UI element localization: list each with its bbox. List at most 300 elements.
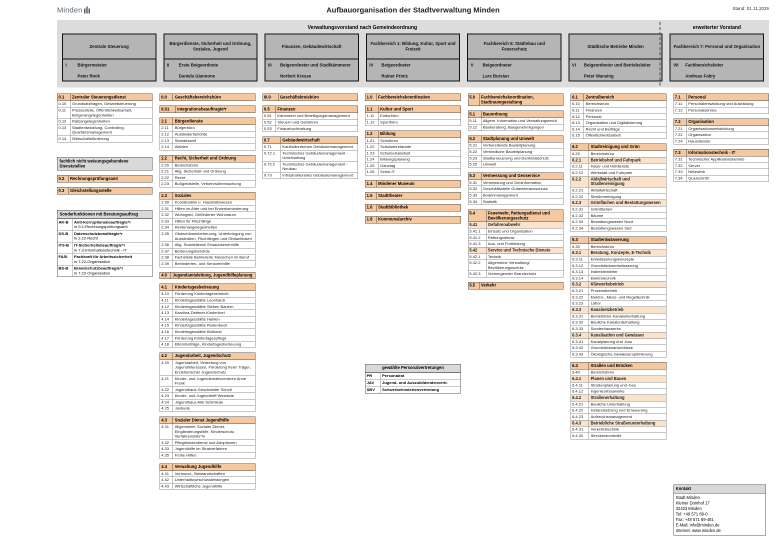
org-unit-number: 4.14 bbox=[160, 316, 173, 322]
executive-role-name bbox=[584, 63, 651, 79]
org-unit-row bbox=[571, 351, 667, 357]
org-column bbox=[57, 94, 153, 282]
org-unit-number: 7.32 bbox=[674, 163, 687, 169]
executive-name: Peter Wansing bbox=[583, 73, 614, 79]
org-unit-label: Technik bbox=[487, 254, 502, 259]
org-section-header bbox=[160, 417, 256, 424]
org-unit-number: 7.21 bbox=[674, 126, 687, 132]
org-unit-row bbox=[571, 226, 667, 232]
org-unit-number: 7.22 bbox=[674, 132, 687, 138]
org-unit-label: Jugendhaus Geschwister Scholl bbox=[174, 387, 232, 392]
org-section-header bbox=[468, 282, 564, 289]
org-unit-label: Betriebshof und Fuhrpark bbox=[590, 157, 641, 163]
org-unit-list bbox=[468, 143, 564, 168]
org-section-title: Stadttheater bbox=[378, 192, 403, 198]
org-unit-label: Personalservice bbox=[688, 108, 717, 113]
org-unit-number: 6.4.2 bbox=[571, 395, 589, 401]
org-unit-row bbox=[673, 108, 769, 114]
org-section-number: 7.2 bbox=[674, 119, 687, 125]
executive-body bbox=[671, 60, 763, 81]
org-unit-row bbox=[160, 342, 256, 348]
legend-box bbox=[365, 364, 461, 393]
org-unit-label: Kindertagesstätte Bölhorst bbox=[174, 329, 222, 334]
org-section bbox=[468, 210, 564, 278]
org-unit-number: 6.2.2 bbox=[571, 176, 589, 187]
org-unit-label: Bäume bbox=[590, 213, 604, 218]
org-unit-label: Wohngeld, Geförderter Wohnraum bbox=[174, 212, 236, 218]
org-unit-number: 4.22 bbox=[160, 387, 173, 393]
org-unit-number: 5.12 bbox=[468, 124, 481, 130]
org-unit-number: 4.24 bbox=[160, 399, 173, 405]
org-unit-label: Querschnitt bbox=[688, 176, 709, 181]
executive-numeral: III bbox=[268, 62, 272, 68]
executive-body bbox=[468, 60, 560, 81]
org-section-header bbox=[365, 192, 461, 199]
org-section-number: 1.8 bbox=[366, 216, 377, 222]
org-unit-list bbox=[160, 424, 256, 459]
org-unit-label: Unterhaltsvorschussleistungen bbox=[174, 477, 230, 483]
special-function-label: Anti-Korruptionsbeauftragte*r bbox=[74, 219, 131, 225]
special-function-label: Datenschutzbeauftragte*r bbox=[74, 231, 123, 236]
org-unit-list bbox=[160, 199, 256, 267]
org-unit-list bbox=[160, 291, 256, 348]
org-unit-list bbox=[160, 360, 256, 412]
org-unit-number: 0.51 bbox=[263, 113, 276, 119]
executive-department: Fachbereich 7: Personal und Organisation bbox=[671, 35, 763, 60]
executive-role: Beigeordneter bbox=[482, 62, 512, 68]
org-section-number: 1.1 bbox=[366, 106, 379, 112]
org-unit-row bbox=[571, 433, 667, 439]
org-unit-row bbox=[673, 176, 769, 182]
org-unit-number: 2.35 bbox=[160, 231, 173, 242]
org-unit-row bbox=[57, 136, 153, 142]
org-unit-label: Schulsozialarbeit bbox=[380, 150, 411, 156]
org-unit-list bbox=[571, 370, 667, 440]
org-unit-label: Wirtschaftliche Jugendhilfe bbox=[174, 483, 223, 489]
org-section-header bbox=[160, 106, 256, 113]
org-unit-number: 2.21 bbox=[160, 169, 173, 175]
executive-box bbox=[265, 34, 359, 82]
org-unit-list bbox=[468, 180, 564, 205]
org-unit-label: Geschäftsstelle Gutachterausschuss bbox=[482, 186, 548, 192]
org-unit-label: Klärwerksbetrieb bbox=[590, 282, 624, 287]
org-unit-label: Kindertagesstätte Leonhardi bbox=[174, 298, 225, 303]
special-function-note: in 7.22-Organisation bbox=[74, 271, 111, 276]
legend-row bbox=[366, 386, 461, 393]
org-unit-row bbox=[262, 173, 358, 179]
org-section bbox=[365, 94, 461, 101]
org-section bbox=[468, 111, 564, 131]
org-unit-number: 2.20 bbox=[160, 162, 173, 168]
org-section-title: Stadtplanung und Umwelt bbox=[482, 136, 535, 142]
org-unit-label: Technisches Gebäudemanagement - Unterhaltung bbox=[282, 150, 348, 161]
org-section-title: Stadtentwässerung bbox=[590, 237, 629, 243]
org-unit-label: Finanzen bbox=[585, 108, 603, 113]
org-unit-number: 5.41.3 bbox=[468, 241, 486, 247]
org-section bbox=[673, 94, 769, 114]
special-function-label: Brandschutzbeauftragte*r bbox=[74, 266, 124, 271]
org-unit-row bbox=[571, 133, 667, 139]
org-unit-label: Allg. Sicherheit und Ordnung bbox=[174, 169, 226, 174]
executive-band bbox=[57, 20, 769, 88]
org-section-title: Rechnungsprüfungsamt bbox=[70, 175, 118, 181]
org-unit-label: Abfallwirtschaft bbox=[590, 188, 618, 193]
org-section bbox=[468, 135, 564, 168]
org-section-header bbox=[57, 94, 153, 101]
org-unit-label: Kämmerei und Beteiligungsmanagement bbox=[277, 113, 350, 119]
executive-role-name bbox=[483, 63, 512, 79]
org-section-title: Fachbereichskoordination bbox=[378, 94, 431, 100]
special-function-note: in 7.3-Informationstechnik - IT bbox=[74, 247, 127, 253]
org-unit-row bbox=[57, 125, 153, 136]
org-unit-list bbox=[365, 113, 461, 126]
org-unit-list bbox=[673, 157, 769, 182]
org-unit-label: Aus- und Fortbildung bbox=[487, 241, 525, 247]
org-unit-row bbox=[468, 162, 564, 168]
org-unit-label: Rettungsdienst bbox=[487, 235, 515, 240]
org-section bbox=[468, 282, 564, 289]
org-unit-label: Vormund-, Beistandschaften bbox=[174, 471, 225, 476]
org-section-header bbox=[57, 175, 153, 182]
org-column bbox=[673, 94, 769, 540]
org-section bbox=[365, 180, 461, 187]
org-unit-row bbox=[160, 424, 256, 440]
executive-numeral: VI bbox=[571, 62, 576, 68]
org-unit-number: 7.31 bbox=[674, 157, 687, 163]
org-section bbox=[673, 118, 769, 144]
org-unit-number: 6.40 bbox=[571, 370, 589, 376]
org-section-header bbox=[160, 94, 256, 101]
org-unit-number: 6.4.32 bbox=[571, 433, 589, 439]
executive-department: Finanzen, Gebäudewirtschaft bbox=[266, 35, 358, 60]
org-unit-label: Wahlen bbox=[174, 144, 189, 150]
org-unit-row bbox=[160, 144, 256, 150]
org-unit-label: Straßenerhaltung bbox=[590, 395, 625, 400]
org-unit-label: Kindertagesstätte Sieben Bauern bbox=[174, 304, 234, 309]
org-unit-row bbox=[160, 261, 256, 267]
org-unit-number: 6.3.4 bbox=[571, 332, 589, 338]
org-section-header bbox=[673, 149, 769, 156]
org-unit-label: Sonderbauwerke bbox=[590, 326, 621, 332]
org-unit-list bbox=[160, 471, 256, 490]
org-section-number: 0.7 bbox=[263, 137, 281, 143]
contact-line: Fax: +49 571 89-481 bbox=[675, 517, 714, 522]
org-section-number: 4.0 bbox=[160, 272, 171, 278]
org-unit-number: 6.14 bbox=[571, 126, 584, 132]
org-unit-number: 1.12 bbox=[366, 119, 379, 125]
org-unit-number: 0.52 bbox=[263, 119, 276, 125]
org-unit-label: Straßenreinigung bbox=[590, 194, 622, 199]
org-section-title: Recht, Sicherheit und Ordnung bbox=[174, 155, 237, 161]
org-section-header bbox=[468, 135, 564, 142]
org-unit-label: Grünflächen bbox=[590, 207, 613, 212]
org-unit-number: 4.42 bbox=[160, 477, 173, 483]
org-unit-number: 5.23 bbox=[468, 155, 481, 161]
special-function-note: in 7.22-Organisation bbox=[74, 259, 111, 264]
legend-code: JAV bbox=[366, 380, 381, 386]
executive-numeral: VII bbox=[673, 62, 679, 68]
org-unit-number: 0.72.1 bbox=[263, 150, 281, 161]
org-unit-number: 6.2.31 bbox=[571, 207, 589, 213]
org-section-title: Jugendarbeit, Jugendschutz bbox=[174, 353, 231, 359]
org-unit-label: Förderung Kindertagespflege bbox=[174, 335, 227, 341]
org-section bbox=[571, 362, 667, 439]
status-date: Stand: 01.11.2025 bbox=[732, 6, 769, 11]
org-unit-number: 4.32 bbox=[160, 440, 173, 446]
special-function-row bbox=[58, 265, 153, 277]
org-unit-label: Verkehrstechnik bbox=[590, 427, 620, 432]
org-unit-number: 7.24 bbox=[674, 138, 687, 144]
org-unit-label: Vermessung und Geoinformation bbox=[482, 180, 542, 185]
org-section-title: Stadtbibliothek bbox=[378, 204, 409, 210]
org-unit-label: Prozessbetrieb bbox=[590, 288, 618, 294]
executive-box bbox=[467, 34, 561, 82]
org-unit-label: Stadtentwicklung, Controlling, Quartiersmanagement bbox=[72, 125, 125, 135]
org-unit-label: Grünflächen und Bestattungswesen bbox=[590, 200, 661, 206]
org-unit-row bbox=[673, 138, 769, 144]
org-unit-number: 4.11 bbox=[160, 298, 173, 304]
executive-role: Fachbereichsleiter bbox=[685, 62, 724, 68]
org-unit-number: 2.23 bbox=[160, 181, 173, 187]
org-unit-number: 4.16 bbox=[160, 329, 173, 335]
org-unit-label: Statistik bbox=[482, 199, 497, 204]
org-section bbox=[160, 284, 256, 348]
org-unit-number: 0.53 bbox=[263, 126, 276, 132]
executive-role: Beigeordneter bbox=[381, 62, 411, 68]
org-unit-label: Indirekteinleiter bbox=[590, 269, 618, 275]
org-unit-label: Werkstatt und Fuhrpark bbox=[590, 170, 633, 175]
org-unit-number: 4.41 bbox=[160, 471, 173, 477]
org-unit-label: Organisation und Digitalisierung bbox=[585, 120, 643, 126]
org-unit-number: 1.11 bbox=[366, 113, 379, 119]
org-section bbox=[160, 106, 256, 113]
org-unit-list bbox=[571, 151, 667, 232]
org-column bbox=[571, 94, 667, 444]
org-section bbox=[57, 94, 153, 143]
org-section-title: Straßen und Brücken bbox=[590, 362, 633, 368]
org-section-title: Verkehr bbox=[480, 282, 497, 288]
org-unit-label: Pflegekinderdienst und Adoptionen bbox=[174, 440, 237, 445]
org-section-header bbox=[365, 106, 461, 113]
org-section bbox=[160, 94, 256, 101]
org-section-header bbox=[57, 187, 153, 194]
org-unit-label: Server bbox=[688, 163, 701, 168]
org-section-number: II.01 bbox=[160, 106, 176, 112]
org-section bbox=[365, 106, 461, 126]
org-unit-list bbox=[571, 244, 667, 358]
org-unit-label: Kindertagesstätte Rodenbeck bbox=[174, 323, 228, 328]
org-unit-row bbox=[468, 271, 564, 277]
org-section-title: Gleichstellungsstelle bbox=[70, 187, 112, 193]
org-section-number: 0.2 bbox=[58, 176, 69, 182]
org-unit-number: 2.34 bbox=[160, 225, 173, 231]
org-unit-number: 5.34 bbox=[468, 199, 481, 205]
org-unit-number: 1.23 bbox=[366, 150, 379, 156]
org-unit-label: Beratung, Konzepte, E-Technik bbox=[590, 250, 651, 256]
org-unit-number: 6.2.33 bbox=[571, 219, 589, 225]
org-unit-number: 2.11 bbox=[160, 125, 173, 131]
org-unit-number: 4.20 bbox=[160, 360, 173, 375]
org-unit-number: 4.15 bbox=[160, 323, 173, 329]
org-unit-label: Recht und Beiträge bbox=[585, 126, 620, 132]
org-unit-number: 0.71 bbox=[263, 144, 281, 150]
org-section-number: 4.1 bbox=[160, 284, 173, 290]
org-section-title: Kindertagesbetreuung bbox=[174, 284, 219, 290]
org-unit-row bbox=[365, 119, 461, 125]
org-unit-label: Bereichsbüro bbox=[590, 244, 615, 249]
org-unit-number: 4.43 bbox=[160, 483, 173, 489]
org-unit-label: Bauliche Unterhaltung bbox=[590, 401, 630, 407]
org-unit-number: 5.41 bbox=[468, 222, 486, 228]
legend-row bbox=[366, 372, 461, 379]
org-section-header bbox=[262, 137, 358, 144]
org-section-title: Kommunalarchiv bbox=[378, 216, 412, 222]
org-unit-label: Service und Technische Dienste bbox=[487, 247, 551, 253]
contact-title: Kontakt bbox=[674, 485, 766, 494]
org-unit-label: Finanzbuchhaltung bbox=[277, 126, 312, 131]
org-section-header bbox=[365, 204, 461, 211]
org-unit-row bbox=[468, 124, 564, 130]
org-unit-label: Kanalisation und Gewässer bbox=[590, 332, 645, 338]
org-unit-number: 7.11 bbox=[674, 101, 687, 107]
org-column bbox=[160, 94, 256, 494]
org-section-title: Zentralbereich bbox=[585, 94, 615, 100]
org-unit-number: 6.4.1 bbox=[571, 376, 589, 382]
org-unit-label: Kanalnetzbetrieb bbox=[590, 307, 624, 313]
org-section-header bbox=[160, 155, 256, 162]
org-unit-number: 6.3.33 bbox=[571, 326, 589, 332]
org-section-number: 7.3 bbox=[674, 150, 687, 156]
org-unit-label: Elternbeiträge, Kindertagesbetreuung bbox=[174, 342, 242, 347]
org-unit-number: 6.4.31 bbox=[571, 427, 589, 433]
org-section-number: 6.1 bbox=[571, 94, 584, 100]
legend-label: Jugend- und Auszubildendenvertr. bbox=[382, 380, 448, 385]
org-section-number: 1.6 bbox=[366, 204, 377, 210]
org-section-title: Integrationsbeauftragte*r bbox=[177, 106, 227, 112]
org-unit-list bbox=[160, 162, 256, 187]
org-section bbox=[160, 463, 256, 489]
org-unit-number: 6.3.23 bbox=[571, 301, 589, 307]
executive-name: Rainer Printz bbox=[381, 73, 408, 79]
contact-lines bbox=[674, 493, 766, 535]
org-section bbox=[571, 94, 667, 139]
org-unit-label: Bereichsbüro bbox=[174, 162, 199, 168]
org-section bbox=[160, 155, 256, 188]
org-unit-number: 2.30 bbox=[160, 199, 173, 205]
org-unit-label: Hilfen für Flüchtlinge bbox=[174, 218, 212, 224]
org-unit-number: 6.10 bbox=[571, 101, 584, 107]
org-section-header bbox=[365, 94, 461, 101]
org-unit-label: Ratsangelegenheiten bbox=[72, 119, 110, 124]
org-unit-label: Ökologische Gewässeroptimierung bbox=[590, 351, 653, 357]
org-section bbox=[571, 143, 667, 231]
org-unit-label: Koordination u. Haushaltswesen bbox=[174, 199, 233, 205]
org-section-number: 5.5 bbox=[468, 282, 479, 288]
org-columns bbox=[57, 94, 769, 540]
special-function-code: BS-B bbox=[58, 265, 73, 276]
page-title: Aufbauorganisation der Stadtverwaltung Minden bbox=[326, 6, 500, 15]
org-unit-label: Wirtschaftsförderung bbox=[72, 136, 109, 141]
org-section bbox=[262, 137, 358, 179]
org-unit-label: Entwässerungskonzepte bbox=[590, 257, 635, 262]
org-section bbox=[57, 187, 153, 194]
legend-label: Schwerbehindertenvertretung bbox=[382, 387, 440, 392]
org-section-title: Bauordnung bbox=[482, 111, 508, 117]
org-unit-number: 6.3.2 bbox=[571, 282, 589, 288]
org-unit-number: 5.42.3 bbox=[468, 271, 486, 277]
contact-line: Kleiner Domhof 17 bbox=[675, 500, 710, 506]
org-section-title: Finanzen bbox=[277, 106, 296, 112]
org-section-header bbox=[160, 192, 256, 199]
special-function-code: ITS-B bbox=[58, 242, 73, 253]
org-section bbox=[365, 192, 461, 199]
org-unit-label: Ganztag bbox=[380, 163, 396, 168]
org-unit-number: 6.2.12 bbox=[571, 170, 589, 176]
org-unit-label: Streckenkontrolle bbox=[590, 433, 622, 438]
contact-line: Tel: +49 571 89-0 bbox=[675, 511, 708, 517]
executive-name: Daniela Giannone bbox=[178, 73, 216, 79]
org-unit-list bbox=[262, 144, 358, 179]
org-section-title: Geschäftsbereichsbüro bbox=[174, 94, 222, 100]
org-section-header bbox=[571, 236, 667, 243]
special-function-text bbox=[73, 265, 125, 276]
org-section-number: 5.4 bbox=[468, 210, 486, 221]
org-unit-label: Instandsetzung und Erneuerung bbox=[590, 408, 648, 413]
org-unit-label: Verbindliche Bauleitplanung bbox=[482, 149, 533, 155]
org-unit-label: Standesamt bbox=[174, 138, 197, 143]
executive-body bbox=[569, 60, 661, 81]
org-unit-number: 6.15 bbox=[571, 133, 584, 139]
org-unit-number: 7.12 bbox=[674, 108, 687, 114]
org-unit-row bbox=[160, 376, 256, 387]
org-section-number: 2.1 bbox=[160, 118, 173, 124]
org-section-number: II.0 bbox=[160, 94, 173, 100]
org-unit-number: 0.13 bbox=[58, 125, 71, 136]
executive-role: Beigeordneter und Betriebsleiter bbox=[583, 62, 651, 68]
org-unit-label: Betriebliche Straßenunterhaltung bbox=[590, 420, 656, 426]
org-unit-label: Gefahrenabwehr bbox=[487, 222, 521, 228]
org-section-title: Gebäudewirtschaft bbox=[282, 137, 320, 143]
org-unit-label: Öffentlichkeitsarbeit bbox=[585, 133, 621, 138]
org-unit-number: 2.36 bbox=[160, 242, 173, 248]
org-unit-number: 2.38 bbox=[160, 255, 173, 261]
org-section-number: 1.5 bbox=[366, 193, 377, 199]
org-unit-label: Personal bbox=[585, 114, 602, 119]
org-unit-number: 1.25 bbox=[366, 163, 379, 169]
org-unit-number: 4.35 bbox=[160, 452, 173, 458]
org-section bbox=[160, 352, 256, 412]
org-unit-number: 2.12 bbox=[160, 131, 173, 137]
org-section-title: Stadtreinigung und Grün bbox=[590, 144, 640, 150]
minden-logo-icon bbox=[84, 7, 90, 17]
org-unit-label: Behinderten- und Seniorenhilfe bbox=[174, 261, 230, 266]
org-unit-label: Aufbruchsmanagement bbox=[590, 414, 632, 419]
org-section-number: 5.1 bbox=[468, 111, 481, 117]
org-unit-label: Bauliche Kanalunterhaltung bbox=[590, 320, 640, 325]
org-section-number: 6.3 bbox=[571, 237, 589, 243]
org-unit-number: 5.32 bbox=[468, 186, 481, 192]
org-unit-label: Kinder- und Jugendkreativzentrum Anne Frank bbox=[174, 376, 247, 386]
org-section bbox=[365, 204, 461, 211]
org-unit-list bbox=[468, 222, 564, 277]
org-unit-label: Organisation bbox=[688, 132, 711, 138]
org-section-number: 2.2 bbox=[160, 155, 173, 161]
org-unit-list bbox=[57, 101, 153, 142]
org-section-title: Kultur und Sport bbox=[380, 106, 414, 112]
org-unit-number: 6.4.22 bbox=[571, 408, 589, 414]
org-unit-row bbox=[262, 126, 358, 132]
org-unit-row bbox=[160, 360, 256, 376]
